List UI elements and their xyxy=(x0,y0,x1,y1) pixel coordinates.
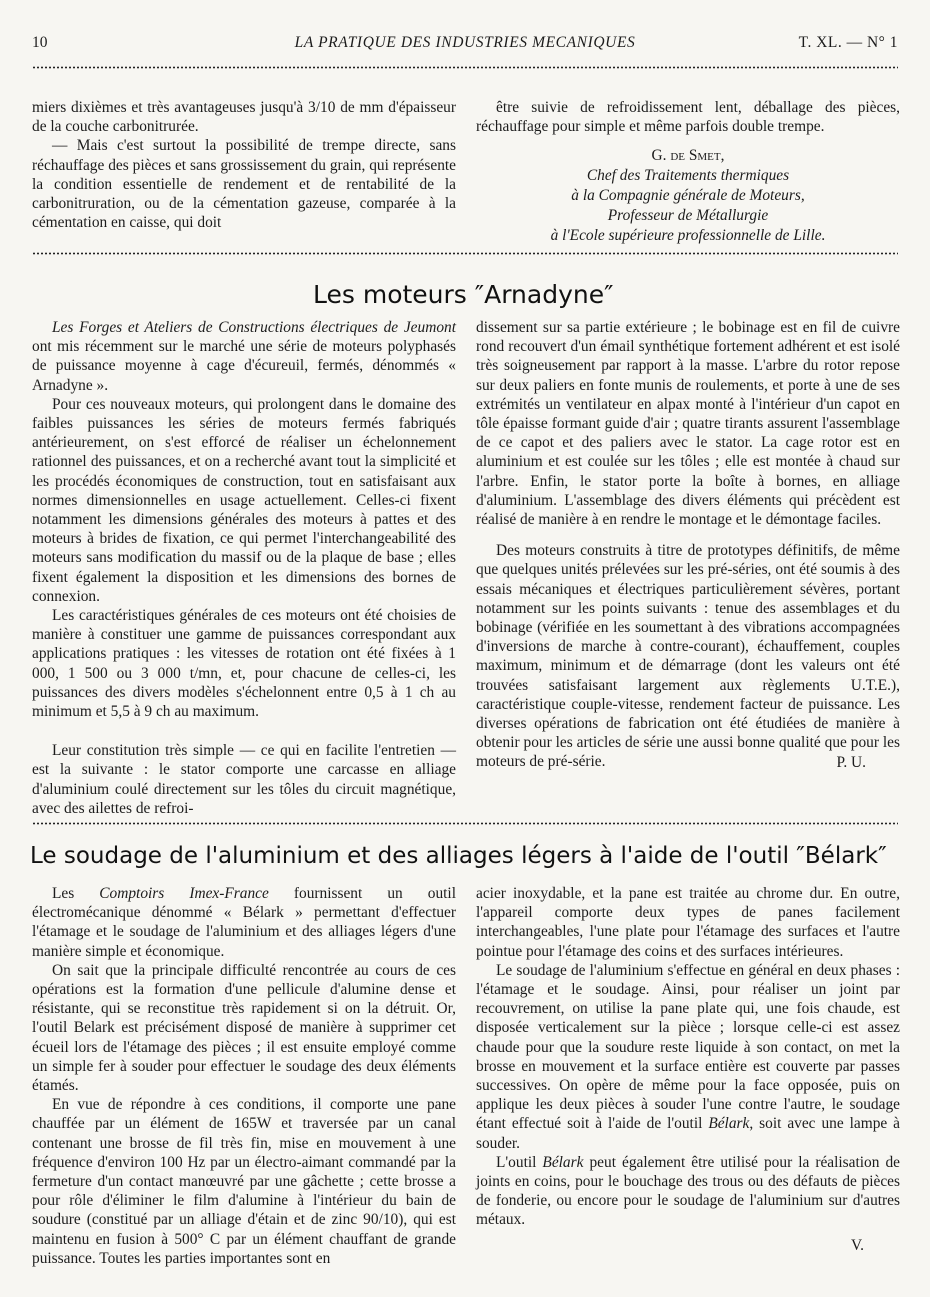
author-initials: V. xyxy=(851,1236,864,1254)
paragraph: Les caractéristiques générales de ces moteurs ont été choisies de manière à constituer une gamme de puissances correspondant aux applications pratiques : les vitesses de rotation ont été fixées à 1 000, 1 500 ou 3 000 t/mn, et, pour chacune de celles-ci, les puissances des divers modèles s'échelonnent entre 0,5 à 1 ch au minimum et 5,5 à 9 ch au maximum. xyxy=(32,607,456,721)
running-title: LA PRATIQUE DES INDUSTRIES MECANIQUES xyxy=(294,34,636,51)
section-divider xyxy=(32,252,898,255)
author-title: Professeur de Métallurgie xyxy=(607,207,769,225)
paragraph: Pour ces nouveaux moteurs, qui prolongent dans le domaine des faibles puissances les séries de moteurs fermés fabriqués antérieurement, on s'est efforcé de réaliser un échelonnement rationnel des puissances, et on a recherché avant tout la simplicité et les procédés économiques de construction, tout en satisfaisant aux normes dimensionnelles en usage actuellement. Celles-ci fixent notamment les dimensions générales des moteurs à pattes et des moteurs à brides de fixation, ce qui permet l'interchangeabilité des moteurs sans modification du massif ou de la plaque de base ; elles fixent également la disposition et les dimensions des bornes de connexion. xyxy=(32,395,456,605)
article3-right-column xyxy=(476,884,900,1255)
paragraph: dissement sur sa partie extérieure ; le bobinage est en fil de cuivre rond recouvert d'un émail synthétique fortement adhérent et est isolé très soigneusement par rapport à la masse. L'arbre du rotor repose sur deux paliers en fonte munis de roulements, et porte à une de ses extrémités un ventilateur en alpax monté à l'intérieur d'un capot en tôle épaisse formant guide d'air ; quatre tirants assurent l'assemblage de ce capot et des paliers avec le stator. La cage rotor est en aluminium et est coulée sur les tôles ; elle est montée à chaud sur l'arbre. Enfin, le stator porte la boîte à bornes, en alliage d'aluminium. L'assemblage des divers éléments qui précèdent est réalisé de manière à en rendre le montage et le démontage faciles. xyxy=(476,319,900,529)
tool-name: Bélark xyxy=(542,1153,584,1171)
paragraph-end: peut également être utilisé pour la réalisation de joints en coins, pour le bouchage des trous ou des défauts de pièces de fonderie, ou encore pour le soudage de l'aluminium sur d'autres métaux. xyxy=(476,1153,900,1229)
author-title: à l'Ecole supérieure professionnelle de Lille. xyxy=(550,227,826,245)
paragraph: — Mais c'est surtout la possibilité de trempe directe, sans réchauffage des pièces et sans grossissement du grain, qui représente la condition essentielle de rendement et de rentabilité de la carbonitruration, ou de la cémentation gazeuse, comparée à la cémentation en caisse, qui doit xyxy=(32,137,456,232)
article-title: Les moteurs ″Arnadyne″ xyxy=(313,280,614,309)
company-name: Comptoirs Imex-France xyxy=(99,885,269,902)
article2-right-column xyxy=(476,318,900,772)
paragraph: miers dixièmes et très avantageuses jusqu'à 3/10 de mm d'épaisseur de la couche carbonitrurée. xyxy=(32,99,456,136)
page-header xyxy=(32,34,898,56)
paragraph: acier inoxydable, et la pane est traitée au chrome dur. En outre, l'appareil comporte deux types de panes facilement interchangeables, l'une plate pour l'étamage des surfaces et l'autre pointue pour l'étamage des coins et des surfaces intérieures. xyxy=(476,885,900,960)
author-initials: P. U. xyxy=(836,753,866,771)
company-name: Les Forges et Ateliers de Constructions électriques de Jeumont xyxy=(52,319,456,336)
issue-number: T. XL. — N° 1 xyxy=(798,34,898,51)
paragraph: ont mis récemment sur le marché une série de moteurs polyphasés de puissance moyenne à cage d'écureuil, fermés, dénommés « Arnadyne ». xyxy=(32,338,456,394)
header-divider xyxy=(32,66,898,69)
paragraph: être suivie de refroidissement lent, déballage des pièces, réchauffage pour simple et même parfois double trempe. xyxy=(476,99,900,136)
author-title: Chef des Traitements thermiques xyxy=(586,167,790,185)
paragraph: Leur constitution très simple — ce qui en facilite l'entretien — est la suivante : le stator comporte une carcasse en alliage d'aluminium coulé directement sur les tôles du circuit magnétique, avec des ailettes de refroi- xyxy=(32,742,456,817)
top-left-column xyxy=(32,98,456,232)
section-divider xyxy=(32,822,898,825)
paragraph: L'outil xyxy=(496,1153,543,1171)
paragraph: Le soudage de l'aluminium s'effectue en général en deux phases : l'étamage et le soudage. Ainsi, pour réaliser un joint par recouvrement, on utilise la pane plate qui, une fois chaude, est disposée verticalement sur la pièce ; lorsque celle-ci est assez chaude pour que la soudure reste liquide à son contact, on met la brosse en mouvement et la surface entière est couverte par passes successives. On opère de même pour la face opposée, puis on applique les deux pièces à souder l'une contre l'autre, le soudage étant effectué soit à l'aide de l'outil xyxy=(476,961,900,1133)
paragraph: En vue de répondre à ces conditions, il comporte une pane chauffée par un élément de 165W et traversée par un canal contenant une brosse de fil très fin, mise en mouvement à une fréquence d'environ 100 Hz par un électro-aimant commandé par la fermeture d'un contact manœuvré par une gâchette ; cette brosse a pour rôle d'éliminer le film d'alumine à l'intérieur du bain de soudure (constitué par un alliage d'étain et de zinc 90/10), qui est maintenu en fusion à 500° C par un élément chauffant de grande puissance. Toutes les parties importantes sont en xyxy=(32,1096,456,1267)
article-title: Le soudage de l'aluminium et des alliages légers à l'aide de l'outil ″Bélark″ xyxy=(30,843,887,869)
paragraph: fournissent un outil électromécanique dénommé « Bélark » permettant d'effectuer l'étamage et le soudage de l'aluminium et des alliages légers d'une manière simple et économique. xyxy=(32,885,456,960)
top-right-column xyxy=(476,98,900,246)
article3-left-column xyxy=(32,884,456,1268)
paragraph: On sait que la principale difficulté rencontrée au cours de ces opérations est la formation d'une pellicule d'alumine dense et résistante, qui se reconstitue très rapidement si on la détruit. Or, l'outil Belark est précisément disposé de manière à supprimer cet écueil lors de l'étamage des pièces ; il est ensuite employé comme un simple fer à souder pour effectuer le soudage des deux éléments étamés. xyxy=(32,961,456,1095)
paragraph-start: Les xyxy=(52,885,100,902)
page-number: 10 xyxy=(32,34,48,51)
paragraph: Des moteurs construits à titre de prototypes définitifs, de même que quelques unités prélevées sur les pré-séries, ont été soumis à des essais mécaniques et électriques particulièrement sévères, portant notamment sur les points suivants : tenue des assemblages et du bobinage (vérifiée en les soumettant à des vibrations accompagnées d'inversions de marche à contre-courant), échauffement, couples maximum, minimum et de démarrage (dont les valeurs ont été trouvées satisfaisant largement aux règlements U.T.E.), caractéristique couple-vitesse, rendement facteur de puissance. Les diverses opérations de fabrication ont été étudiées de manière à obtenir pour les articles de série une aussi bonne qualité que pour les moteurs de pré-série. xyxy=(476,542,900,771)
tool-name: Bélark xyxy=(708,1115,750,1133)
article2-left-column xyxy=(32,318,456,818)
author-title: à la Compagnie générale de Moteurs, xyxy=(571,187,805,205)
paragraph-end: , soit avec une lampe à souder. xyxy=(476,1115,901,1152)
author-name: G. de Smet, xyxy=(651,147,725,165)
author-signature xyxy=(476,146,900,246)
